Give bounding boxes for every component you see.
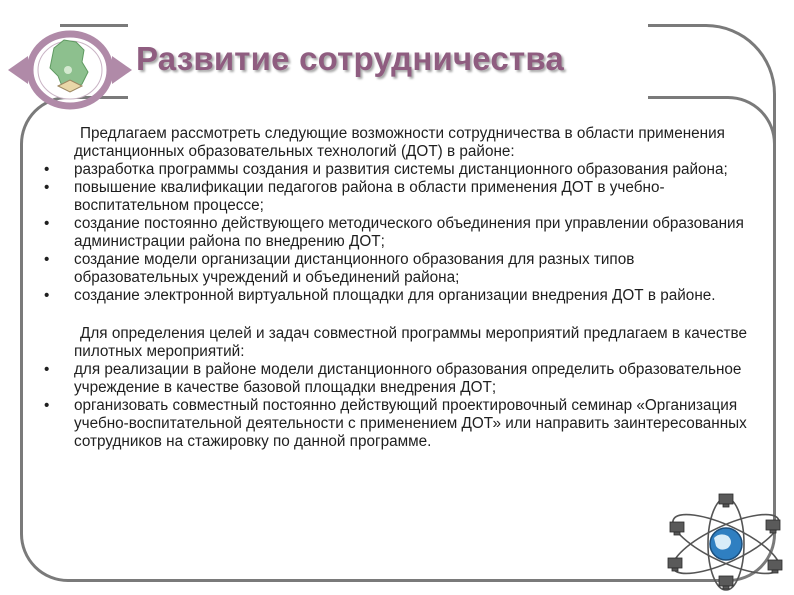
list-item bbox=[44, 179, 752, 215]
list-item-text: создание электронной виртуальной площадки для организации внедрения ДОТ в районе. bbox=[74, 287, 716, 304]
slide-content bbox=[44, 125, 752, 451]
list-item-text: создание постоянно действующего методического объединения при управлении образования администрации района по внедрению ДОТ; bbox=[74, 215, 744, 250]
list-item bbox=[44, 287, 752, 305]
regional-map-book-logo-icon bbox=[4, 20, 136, 120]
bullet-marker: • bbox=[44, 179, 50, 196]
list-item-text: создание модели организации дистанционного образования для разных типов образовательных учреждений и объединений района; bbox=[74, 251, 635, 286]
section1-list bbox=[44, 161, 752, 305]
globe-computers-network-icon bbox=[662, 492, 790, 592]
bullet-marker: • bbox=[44, 251, 50, 268]
section2-intro: Для определения целей и задач совместной программы мероприятий предлагаем в качестве пилотных мероприятий: bbox=[74, 325, 748, 360]
bullet-marker: • bbox=[44, 161, 50, 178]
section2-list bbox=[44, 361, 752, 451]
bullet-marker: • bbox=[44, 287, 50, 304]
section1-intro: Предлагаем рассмотреть следующие возможности сотрудничества в области применения дистанционных образовательных технологий (ДОТ) в районе: bbox=[74, 125, 725, 160]
list-item-text: для реализации в районе модели дистанционного образования определить образовательное учреждение в качестве базовой площадки внедрения ДОТ; bbox=[74, 361, 742, 396]
list-item bbox=[44, 361, 752, 397]
list-item-text: повышение квалификации педагогов района в области применения ДОТ в учебно-воспитательном процессе; bbox=[74, 179, 665, 214]
list-item-text: организовать совместный постоянно действующий проектировочный семинар «Организация учебно-воспитательной деятельности с применением ДОТ» или направить заинтересованных сотрудников на стажировку по данной программе. bbox=[74, 397, 747, 450]
list-item-text: разработка программы создания и развития системы дистанционного образования района; bbox=[74, 161, 728, 178]
bullet-marker: • bbox=[44, 215, 50, 232]
section-spacer bbox=[44, 305, 752, 325]
list-item bbox=[44, 251, 752, 287]
slide-title: Развитие сотрудничества bbox=[136, 40, 564, 77]
list-item bbox=[44, 397, 752, 451]
bullet-marker: • bbox=[44, 397, 50, 414]
bullet-marker: • bbox=[44, 361, 50, 378]
list-item bbox=[44, 215, 752, 251]
list-item bbox=[44, 161, 752, 179]
